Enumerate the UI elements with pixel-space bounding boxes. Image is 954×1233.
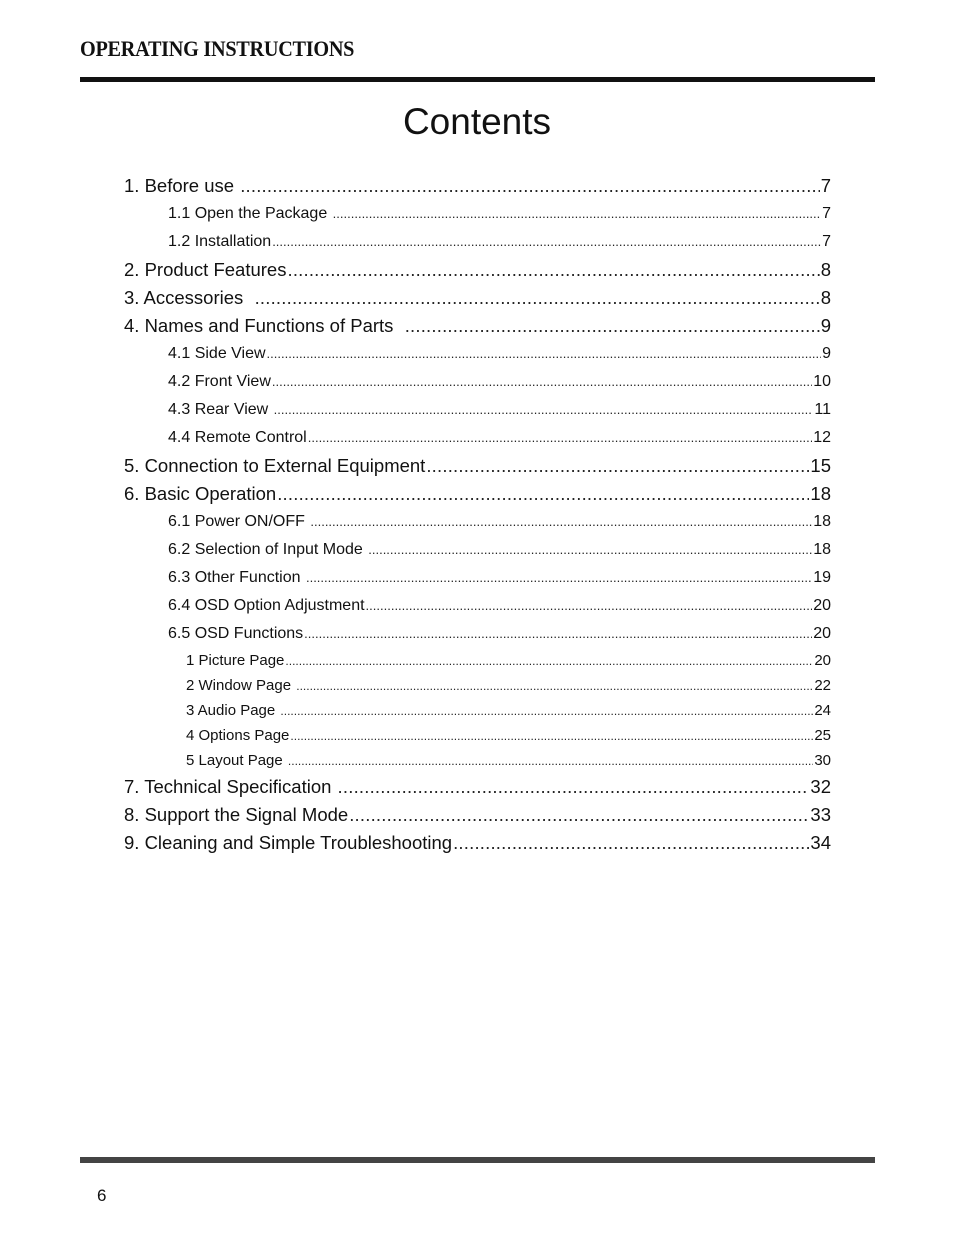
toc-entry-label: 6.1 Power ON/OFF — [168, 513, 310, 530]
toc-entry[interactable] — [0, 452, 831, 480]
toc-entry-page-number: 33 — [810, 804, 831, 825]
toc-entry[interactable] — [0, 228, 831, 256]
dot-leader — [308, 424, 812, 452]
toc-entry-label: 1. Before use — [124, 175, 240, 196]
toc-entry-label: 6.4 OSD Option Adjustment — [168, 597, 365, 614]
table-of-contents — [0, 172, 954, 857]
toc-entry-page-number: 25 — [814, 727, 831, 744]
footer-rule — [80, 1157, 875, 1163]
toc-entry-label: 2 Window Page — [186, 677, 296, 694]
toc-entry[interactable] — [0, 256, 831, 284]
toc-entry[interactable] — [0, 536, 831, 564]
toc-entry-page-number: 18 — [813, 513, 831, 530]
toc-entry-label: 7. Technical Specification — [124, 776, 337, 797]
toc-entry[interactable] — [0, 723, 831, 748]
dot-leader — [288, 749, 813, 774]
dot-leader — [285, 649, 813, 674]
toc-entry-label: 6.5 OSD Functions — [168, 625, 304, 642]
toc-entry[interactable] — [0, 172, 831, 200]
toc-entry-page-number: 20 — [813, 597, 831, 614]
toc-entry[interactable] — [0, 801, 831, 829]
toc-entry-label: 8. Support the Signal Mode — [124, 804, 349, 825]
dot-leader — [368, 536, 812, 564]
page-title: Contents — [402, 101, 552, 142]
toc-entry-page-number: 22 — [814, 677, 831, 694]
dot-leader — [290, 724, 813, 749]
toc-entry-page-number: 20 — [813, 625, 831, 642]
document-header-title: OPERATING INSTRUCTIONS — [80, 36, 355, 61]
toc-entry-label: 5 Layout Page — [186, 752, 287, 769]
toc-entry[interactable] — [0, 480, 831, 508]
toc-entry-page-number: 9 — [820, 315, 831, 336]
toc-entry-page-number: 34 — [810, 832, 831, 853]
toc-entry-page-number: 11 — [814, 401, 831, 418]
toc-entry-page-number: 20 — [814, 652, 831, 669]
toc-entry-page-number: 9 — [822, 345, 831, 362]
toc-entry-label: 4.1 Side View — [168, 345, 266, 362]
dot-leader — [453, 829, 809, 857]
toc-entry[interactable] — [0, 592, 831, 620]
toc-entry-label: 3. Accessories — [124, 287, 254, 308]
dot-leader — [277, 480, 809, 508]
toc-entry[interactable] — [0, 284, 831, 312]
toc-entry-label: 6.2 Selection of Input Mode — [168, 541, 368, 558]
toc-entry[interactable] — [0, 340, 831, 368]
toc-entry-label: 6.3 Other Function — [168, 569, 305, 586]
toc-entry[interactable] — [0, 424, 831, 452]
toc-entry-page-number: 15 — [810, 455, 831, 476]
toc-entry-label: 4 Options Page — [186, 727, 290, 744]
toc-entry-label: 4.3 Rear View — [168, 401, 273, 418]
toc-entry-page-number: 7 — [822, 205, 831, 222]
dot-leader — [255, 284, 820, 312]
toc-entry-page-number: 32 — [810, 776, 831, 797]
dot-leader — [280, 699, 813, 724]
dot-leader — [267, 340, 822, 368]
toc-entry[interactable] — [0, 748, 831, 773]
header-rule — [80, 77, 875, 82]
toc-entry-page-number: 30 — [814, 752, 831, 769]
toc-entry-label: 5. Connection to External Equipment — [124, 455, 426, 476]
dot-leader — [272, 368, 812, 396]
toc-entry[interactable] — [0, 648, 831, 673]
toc-entry-page-number: 10 — [813, 373, 831, 390]
dot-leader — [306, 564, 812, 592]
toc-entry-page-number: 7 — [822, 233, 831, 250]
toc-entry-page-number: 18 — [813, 541, 831, 558]
dot-leader — [426, 452, 809, 480]
dot-leader — [296, 674, 813, 699]
dot-leader — [405, 312, 820, 340]
dot-leader — [304, 620, 812, 648]
page-number: 6 — [97, 1186, 107, 1205]
toc-entry[interactable] — [0, 829, 831, 857]
dot-leader — [338, 773, 810, 801]
toc-entry[interactable] — [0, 564, 831, 592]
toc-entry-label: 1 Picture Page — [186, 652, 285, 669]
toc-entry-page-number: 8 — [820, 287, 831, 308]
dot-leader — [333, 200, 821, 228]
dot-leader — [240, 172, 820, 200]
toc-entry[interactable] — [0, 673, 831, 698]
toc-entry-page-number: 7 — [820, 175, 831, 196]
dot-leader — [274, 396, 814, 424]
toc-entry-label: 3 Audio Page — [186, 702, 280, 719]
toc-entry[interactable] — [0, 396, 831, 424]
toc-entry[interactable] — [0, 368, 831, 396]
toc-entry[interactable] — [0, 620, 831, 648]
toc-entry-page-number: 18 — [810, 483, 831, 504]
toc-entry-label: 4. Names and Functions of Parts — [124, 315, 404, 336]
toc-entry[interactable] — [0, 312, 831, 340]
toc-entry[interactable] — [0, 200, 831, 228]
toc-entry-label: 2. Product Features — [124, 259, 287, 280]
toc-entry-label: 4.4 Remote Control — [168, 429, 307, 446]
toc-entry-label: 9. Cleaning and Simple Troubleshooting — [124, 832, 453, 853]
toc-entry[interactable] — [0, 698, 831, 723]
toc-entry-label: 4.2 Front View — [168, 373, 271, 390]
toc-entry-page-number: 19 — [813, 569, 831, 586]
toc-entry[interactable] — [0, 773, 831, 801]
toc-entry-label: 1.1 Open the Package — [168, 205, 332, 222]
dot-leader — [349, 801, 809, 829]
toc-entry-label: 6. Basic Operation — [124, 483, 277, 504]
toc-entry-page-number: 12 — [813, 429, 831, 446]
dot-leader — [310, 508, 812, 536]
dot-leader — [272, 228, 821, 256]
toc-entry-label: 1.2 Installation — [168, 233, 272, 250]
dot-leader — [287, 256, 819, 284]
dot-leader — [366, 592, 813, 620]
toc-entry[interactable] — [0, 508, 831, 536]
toc-entry-page-number: 24 — [814, 702, 831, 719]
toc-entry-page-number: 8 — [820, 259, 831, 280]
